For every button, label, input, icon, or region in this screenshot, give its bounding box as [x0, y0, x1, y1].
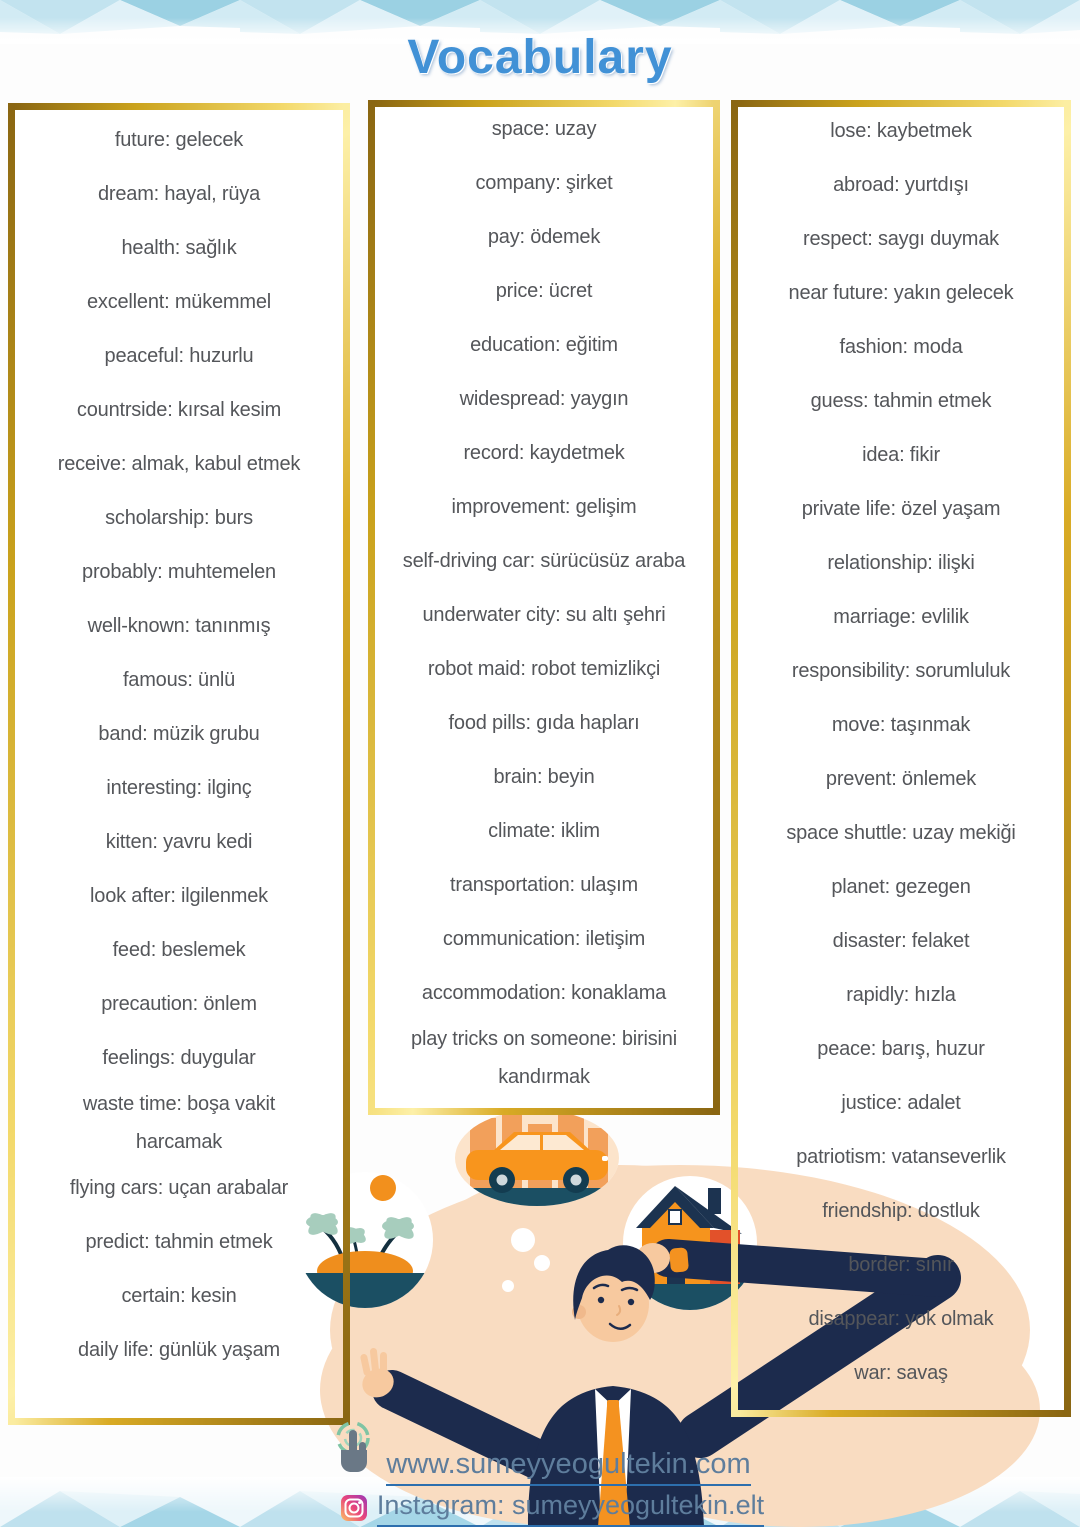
vocab-entry: responsibility: sorumluluk — [791, 660, 1011, 682]
vocab-entry: communication: iletişim — [442, 928, 646, 950]
vocab-entry: disappear: yok olmak — [808, 1308, 994, 1330]
vocab-entry: famous: ünlü — [122, 669, 236, 691]
vocab-entry: abroad: yurtdışı — [833, 174, 969, 196]
vocab-entry: widespread: yaygın — [459, 388, 629, 410]
instagram-icon[interactable] — [340, 1494, 368, 1522]
website-row — [329, 1420, 750, 1486]
vocab-entry: play tricks on someone: birisini kandırmak — [411, 1028, 677, 1088]
vocab-entry: border: sınır — [848, 1254, 954, 1276]
vocab-entry: climate: iklim — [488, 820, 600, 842]
vocab-entry: fashion: moda — [839, 336, 963, 358]
vocab-entry: lose: kaybetmek — [830, 120, 972, 142]
vocab-entry: patriotism: vatanseverlik — [796, 1146, 1006, 1168]
vocab-entry: food pills: gıda hapları — [448, 712, 640, 734]
vocab-entry: band: müzik grubu — [98, 723, 260, 745]
vocab-entry: disaster: felaket — [832, 930, 970, 952]
vocab-entry: dream: hayal, rüya — [97, 183, 261, 205]
vocab-entry: waste time: boşa vakit harcamak — [82, 1093, 276, 1153]
vocab-entry: price: ücret — [495, 280, 593, 302]
hand-click-icon — [329, 1420, 377, 1486]
vocab-column-1 — [8, 103, 350, 1425]
vocab-entry: accommodation: konaklama — [421, 982, 667, 1004]
vocab-entry: underwater city: su altı şehri — [422, 604, 666, 626]
vocab-entry: rapidly: hızla — [846, 984, 956, 1006]
footer — [0, 1420, 1080, 1527]
vocab-entry: friendship: dostluk — [822, 1200, 980, 1222]
vocab-entry: planet: gezegen — [831, 876, 971, 898]
vocab-entry: respect: saygı duymak — [803, 228, 999, 250]
vocab-entry: relationship: ilişki — [827, 552, 975, 574]
vocab-entry: guess: tahmin etmek — [810, 390, 992, 412]
vocab-entry: peace: barış, huzur — [817, 1038, 985, 1060]
vocab-entry: peaceful: huzurlu — [104, 345, 254, 367]
vocab-entry: well-known: tanınmış — [87, 615, 271, 637]
vocab-entry: precaution: önlem — [101, 993, 257, 1015]
instagram-row — [340, 1488, 764, 1527]
vocab-entry: improvement: gelişim — [451, 496, 637, 518]
vocab-entry: idea: fikir — [862, 444, 940, 466]
vocab-entry: probably: muhtemelen — [82, 561, 276, 583]
vocab-entry: robot maid: robot temizlikçi — [427, 658, 661, 680]
vocab-entry: look after: ilgilenmek — [90, 885, 268, 907]
vocab-column-2 — [368, 100, 720, 1115]
vocab-entry: kitten: yavru kedi — [105, 831, 253, 853]
vocab-entry: flying cars: uçan arabalar — [69, 1177, 289, 1199]
vocab-entry: prevent: önlemek — [825, 768, 977, 790]
vocab-entry: feelings: duygular — [102, 1047, 256, 1069]
vocab-entry: scholarship: burs — [105, 507, 253, 529]
vocab-entry: record: kaydetmek — [463, 442, 625, 464]
vocab-entry: future: gelecek — [114, 129, 244, 151]
vocab-entry: feed: beslemek — [112, 939, 246, 961]
vocab-entry: move: taşınmak — [831, 714, 971, 736]
vocab-entry: company: şirket — [475, 172, 613, 194]
vocab-entry: daily life: günlük yaşam — [78, 1339, 280, 1361]
vocab-entry: self-driving car: sürücüsüz araba — [402, 550, 686, 572]
vocab-entry: excellent: mükemmel — [86, 291, 272, 313]
vocab-entry: near future: yakın gelecek — [788, 282, 1014, 304]
page-title: Vocabulary — [407, 31, 673, 84]
vocab-column-3 — [731, 100, 1071, 1417]
vocab-entry: private life: özel yaşam — [801, 498, 1001, 520]
vocab-entry: education: eğitim — [470, 334, 618, 356]
vocab-entry: brain: beyin — [493, 766, 595, 788]
vocab-entry: transportation: ulaşım — [450, 874, 638, 896]
vocab-entry: marriage: evlilik — [833, 606, 969, 628]
vocab-entry: space shuttle: uzay mekiği — [786, 822, 1016, 844]
vocab-entry: certain: kesin — [121, 1285, 237, 1307]
vocab-entry: justice: adalet — [841, 1092, 961, 1114]
vocab-entry: predict: tahmin etmek — [85, 1231, 273, 1253]
vocab-entry: receive: almak, kabul etmek — [57, 453, 301, 475]
instagram-link[interactable]: Instagram: sumeyyeogultekin.elt — [377, 1488, 764, 1527]
vocab-entry: space: uzay — [491, 118, 597, 140]
vocab-entry: health: sağlık — [121, 237, 237, 259]
vocab-entry: pay: ödemek — [487, 226, 601, 248]
website-link[interactable]: www.sumeyyeogultekin.com — [386, 1447, 750, 1486]
vocab-entry: war: savaş — [854, 1362, 948, 1384]
vocab-entry: interesting: ilginç — [106, 777, 252, 799]
vocab-entry: countrside: kırsal kesim — [76, 399, 282, 421]
